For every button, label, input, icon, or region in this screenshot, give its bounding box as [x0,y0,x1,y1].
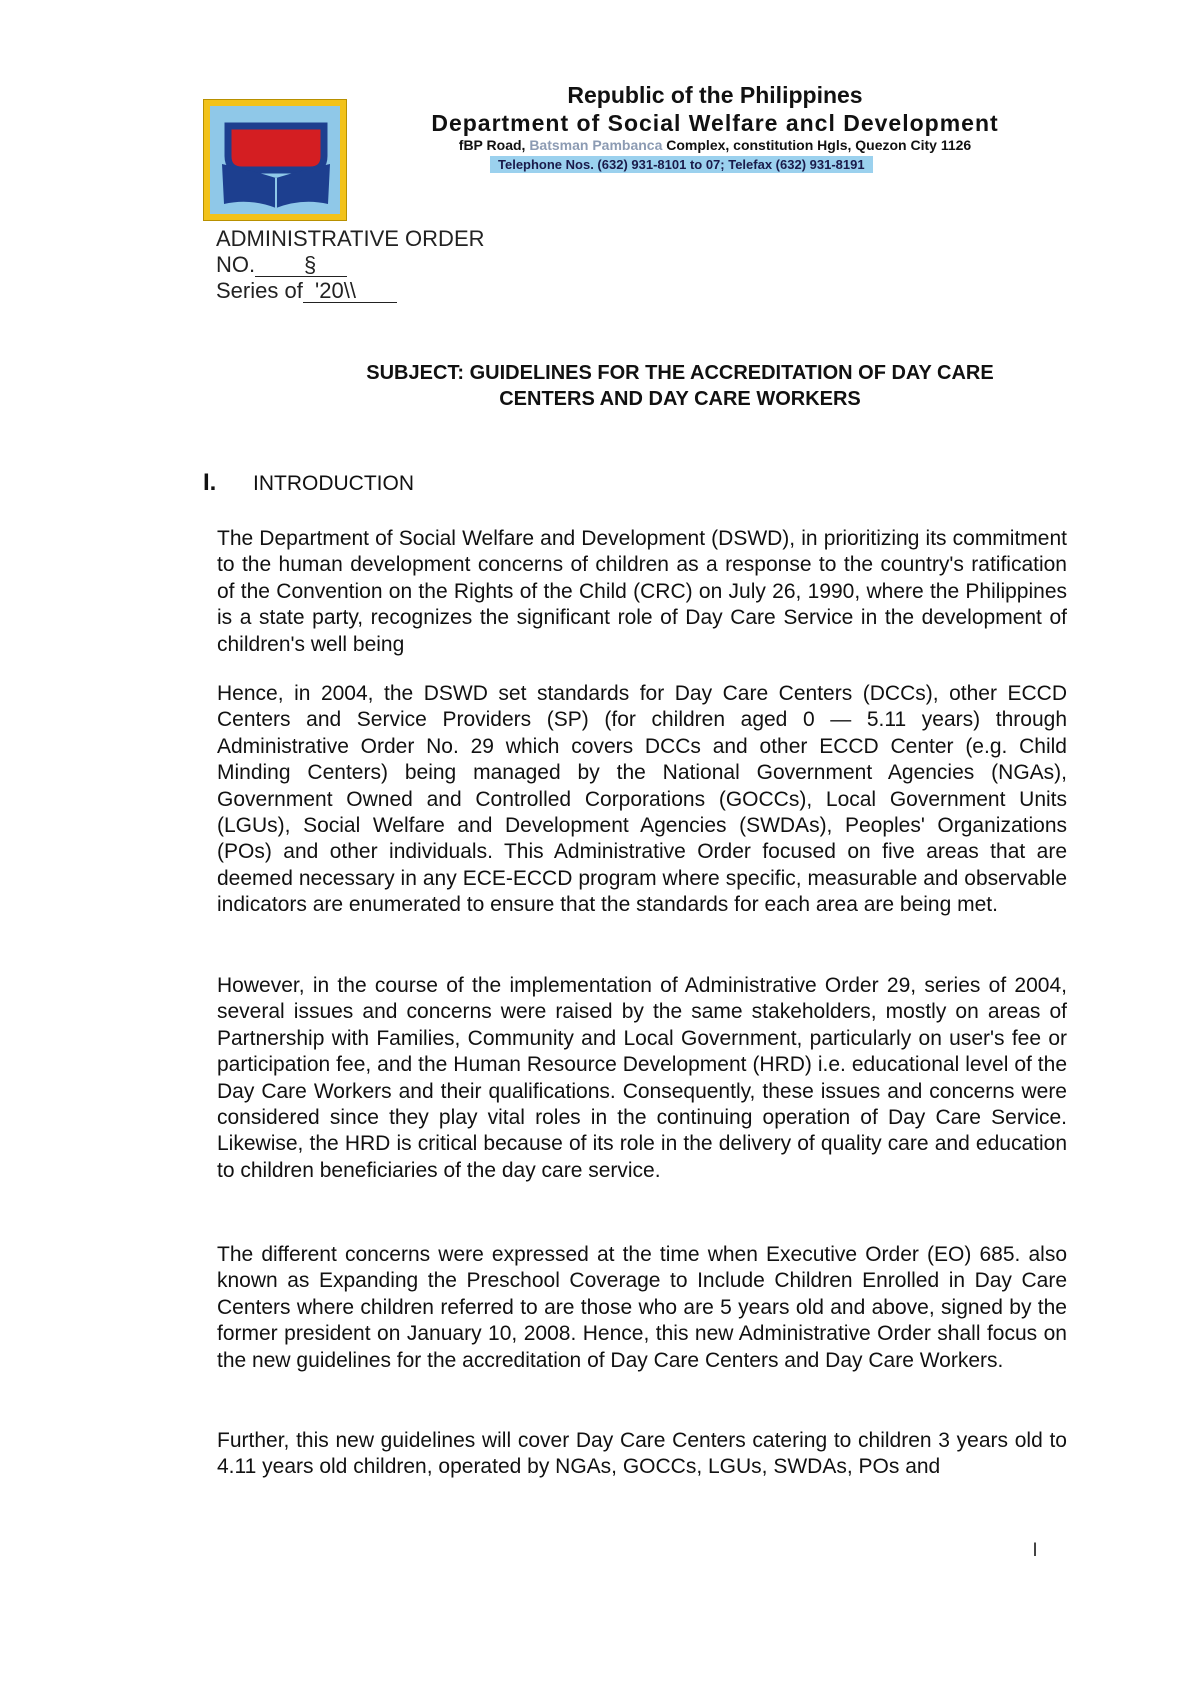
department-heading: Department of Social Welfare ancl Development [431,110,999,136]
dswd-logo [203,99,347,221]
section-number: I. [203,469,217,496]
section-heading [203,469,414,497]
republic-heading: Republic of the Philippines [567,82,863,108]
subject-line-2: CENTERS AND DAY CARE WORKERS [499,388,861,410]
paragraph-4: The different concerns were expressed at the time when Executive Order (EO) 685. also known as Expanding the Preschool Coverage to Include Children Enrolled in Day Care Centers where children referred to are those who are 5 years old and above, signed by the former president on January 10, 2008. Hence, this new Administrative Order shall focus on the new guidelines for the accreditation of Day Care Centers and Day Care Workers. [217,1243,1067,1372]
department-address [370,137,1060,153]
address-road: fBP Road, [458,137,526,153]
dswd-seal-icon [210,106,342,216]
order-title: ADMINISTRATIVE ORDER [216,226,485,251]
page-number: l [1033,1540,1037,1560]
paragraph-5: Further, this new guidelines will cover Day Care Centers catering to children 3 years old to 4.11 years old children, operated by NGAs, GOCCs, LGUs, SWDAs, POs and [217,1429,1067,1479]
section-title: INTRODUCTION [253,472,414,495]
paragraph-3: However, in the course of the implementation of Administrative Order 29, series of 2004, several issues and concerns were raised by the same stakeholders, mostly on areas of Partnership with Families, Community and Local Government, particularly on user's fee or participation fee, and the Human Resource Development (HRD) i.e. educational level of the Day Care Workers and their qualifications. Consequently, these issues and concerns were considered since they play vital roles in the continuing operation of Day Care Service. Likewise, the HRD is critical because of its role in the delivery of quality care and education to children beneficiaries of the day care service. [217,974,1067,1182]
order-number-value: § [255,254,347,277]
order-number-line [216,252,485,278]
order-series-value: '20\\ [303,280,397,303]
address-city: Complex, constitution Hgls, Quezon City 1126 [666,137,972,153]
order-series-line [216,278,485,304]
order-number-label: NO. [216,252,256,277]
order-series-label: Series of [216,278,303,303]
dswd-logo-background [210,106,340,214]
address-complex-name: Batsman Pambanca [529,137,663,153]
telephone-line: Telephone Nos. (632) 931-8101 to 07; Telefax (632) 931-8191 [490,156,873,173]
paragraph-2: Hence, in 2004, the DSWD set standards for Day Care Centers (DCCs), other ECCD Centers and Service Providers (SP) (for children aged 0 — 5.11 years) through Administrative Order No. 29 which covers DCCs and other ECCD Center (e.g. Child Minding Centers) being managed by the National Government Agencies (NGAs), Government Owned and Controlled Corporations (GOCCs), Local Government Units (LGUs), Social Welfare and Development Agencies (SWDAs), Peoples' Organizations (POs) and other individuals. This Administrative Order focused on five areas that are deemed necessary in any ECE-ECCD program where specific, measurable and observable indicators are enumerated to ensure that the standards for each area are being met. [217,682,1067,917]
paragraph-1: The Department of Social Welfare and Development (DSWD), in prioritizing its commitment to the human development concerns of children as a response to the country's ratification of the Convention on the Rights of the Child (CRC) on July 26, 1990, where the Philippines is a state party, recognizes the significant role of Day Care Service in the development of children's well being [217,527,1067,656]
subject-line-1: SUBJECT: GUIDELINES FOR THE ACCREDITATION OF DAY CARE [366,362,994,384]
order-number-block [216,226,485,304]
subject-heading [300,360,1060,412]
